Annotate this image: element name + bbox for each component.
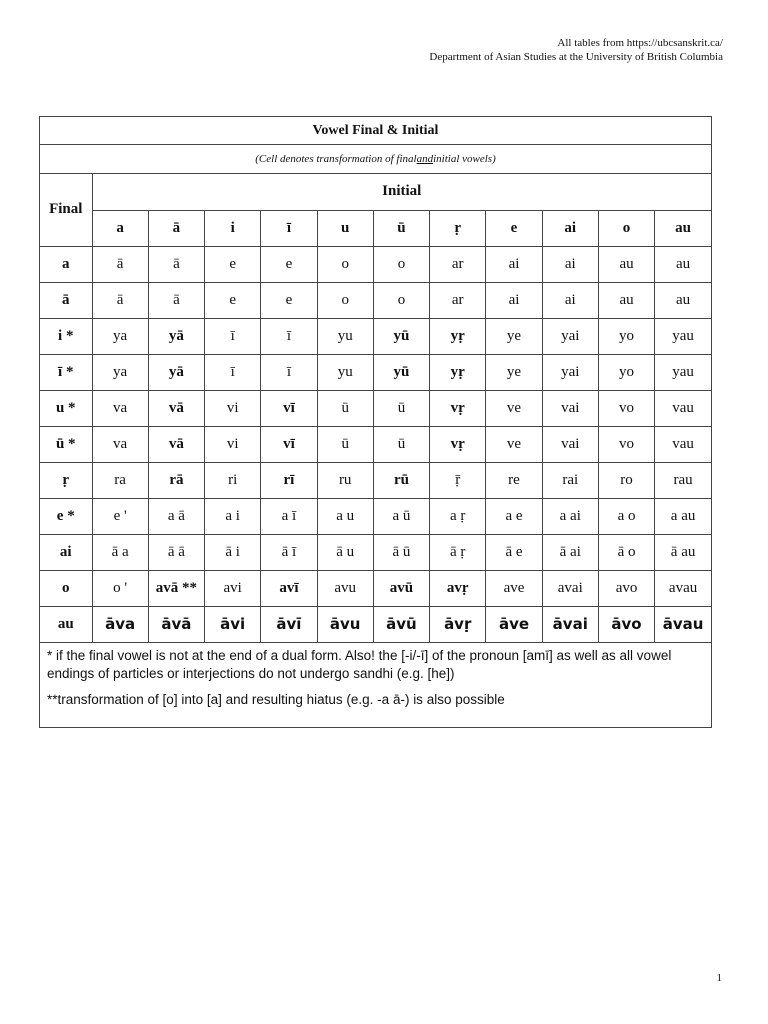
table-cell: ū: [373, 390, 429, 426]
table-cell: e: [205, 246, 261, 282]
table-cell: avā **: [148, 570, 204, 606]
table-cell: ā u: [317, 534, 373, 570]
source-url-line: All tables from https://ubcsanskrit.ca/: [557, 37, 723, 49]
table-cell: yā: [148, 354, 204, 390]
table-cell: āvau: [655, 606, 711, 642]
header-row-initial: [40, 174, 711, 210]
table-cell: yū: [373, 318, 429, 354]
table-cell: rau: [655, 462, 711, 498]
table-cell: avau: [655, 570, 711, 606]
table-cell: ve: [486, 390, 542, 426]
table-cell: avi: [205, 570, 261, 606]
table-cell: āvai: [542, 606, 598, 642]
table-cell: avī: [261, 570, 317, 606]
final-row-header: ā: [40, 282, 92, 318]
footnote-2: **transformation of [o] into [a] and resulting hiatus (e.g. -a ā-) is also possible: [47, 691, 505, 707]
table-cell: a e: [486, 498, 542, 534]
table-cell: au: [598, 246, 654, 282]
table-cell: ā: [148, 282, 204, 318]
table-cell: ā ū: [373, 534, 429, 570]
table-cell: yṛ: [430, 318, 486, 354]
table-cell: ai: [542, 282, 598, 318]
table-cell: āvṛ: [430, 606, 486, 642]
table-cell: ī: [261, 354, 317, 390]
table-cell: yo: [598, 318, 654, 354]
table-cell: ā a: [92, 534, 148, 570]
table-cell: yau: [655, 354, 711, 390]
header-row-initials: [40, 210, 711, 246]
table-cell: āvi: [205, 606, 261, 642]
table-cell: yū: [373, 354, 429, 390]
final-header: Final: [40, 174, 92, 246]
initial-col-header: ṛ: [430, 210, 486, 246]
table-cell: avai: [542, 570, 598, 606]
table-cell: a au: [655, 498, 711, 534]
table-cell: ai: [542, 246, 598, 282]
table-cell: vau: [655, 426, 711, 462]
table-cell: ya: [92, 318, 148, 354]
table-cell: a ṛ: [430, 498, 486, 534]
table-cell: ro: [598, 462, 654, 498]
table-cell: vī: [261, 390, 317, 426]
initial-header: Initial: [92, 174, 711, 210]
initial-col-header: o: [598, 210, 654, 246]
table-row: [40, 246, 711, 282]
table-cell: ā ṛ: [430, 534, 486, 570]
subtitle-text-post: initial vowels): [433, 153, 496, 165]
initial-col-header: i: [205, 210, 261, 246]
table-cell: rū: [373, 462, 429, 498]
table-cell: o: [317, 282, 373, 318]
table-cell: ī: [205, 318, 261, 354]
table-cell: ai: [486, 282, 542, 318]
table-cell: ā ā: [148, 534, 204, 570]
table-cell: ave: [486, 570, 542, 606]
table-cell: avu: [317, 570, 373, 606]
table-cell: au: [598, 282, 654, 318]
final-row-header: ṛ: [40, 462, 92, 498]
subtitle-text-and: and: [416, 153, 434, 165]
table-cell: ar: [430, 246, 486, 282]
table-cell: vi: [205, 426, 261, 462]
subtitle-text-pre: (Cell denotes transformation of final: [255, 153, 417, 165]
table-cell: ra: [92, 462, 148, 498]
table-cell: o ': [92, 570, 148, 606]
department-line: Department of Asian Studies at the University of British Columbia: [429, 51, 723, 63]
table-cell: vi: [205, 390, 261, 426]
table-cell: va: [92, 426, 148, 462]
table-cell: avo: [598, 570, 654, 606]
table-cell: vā: [148, 426, 204, 462]
table-subtitle: [40, 145, 711, 174]
final-row-header: ī *: [40, 354, 92, 390]
table-cell: ā: [148, 246, 204, 282]
final-row-header: i *: [40, 318, 92, 354]
table-cell: a ī: [261, 498, 317, 534]
initial-col-header: au: [655, 210, 711, 246]
table-cell: āvū: [373, 606, 429, 642]
table-cell: rī: [261, 462, 317, 498]
table-cell: a ū: [373, 498, 429, 534]
table-row: [40, 570, 711, 606]
final-row-header: u *: [40, 390, 92, 426]
final-row-header: au: [40, 606, 92, 642]
table-cell: yṛ: [430, 354, 486, 390]
table-cell: ar: [430, 282, 486, 318]
table-cell: vā: [148, 390, 204, 426]
table-cell: ye: [486, 318, 542, 354]
table-cell: ye: [486, 354, 542, 390]
table-cell: ru: [317, 462, 373, 498]
table-cell: yu: [317, 354, 373, 390]
table-cell: a o: [598, 498, 654, 534]
final-row-header: o: [40, 570, 92, 606]
table-title: Vowel Final & Initial: [40, 117, 711, 145]
footnote-1: * if the final vowel is not at the end of a dual form. Also! the [-i/-ī] of the pronoun [amī] as well as all vowel endings of particles or interjections do not undergo sandhi (e.g. [he]): [47, 647, 672, 681]
table-cell: vai: [542, 390, 598, 426]
table-cell: ū: [317, 390, 373, 426]
table-cell: ā o: [598, 534, 654, 570]
table-cell: vo: [598, 390, 654, 426]
table-row: [40, 426, 711, 462]
table-cell: a ai: [542, 498, 598, 534]
table-row: [40, 498, 711, 534]
table-cell: ṝ: [430, 462, 486, 498]
table-cell: vau: [655, 390, 711, 426]
table-cell: e: [261, 282, 317, 318]
table-cell: vī: [261, 426, 317, 462]
table-cell: ā au: [655, 534, 711, 570]
table-cell: au: [655, 246, 711, 282]
table-cell: yo: [598, 354, 654, 390]
table-cell: ya: [92, 354, 148, 390]
source-note: [429, 36, 723, 64]
table-cell: āvī: [261, 606, 317, 642]
table-cell: ā: [92, 246, 148, 282]
table-cell: ū: [373, 426, 429, 462]
table-cell: ū: [317, 426, 373, 462]
table-cell: o: [373, 282, 429, 318]
table-cell: a i: [205, 498, 261, 534]
vowel-sandhi-grid: [40, 174, 711, 643]
table-row: [40, 606, 711, 642]
table-cell: āvo: [598, 606, 654, 642]
table-cell: yai: [542, 354, 598, 390]
table-cell: ri: [205, 462, 261, 498]
final-row-header: ū *: [40, 426, 92, 462]
table-cell: o: [373, 246, 429, 282]
table-cell: ā e: [486, 534, 542, 570]
table-cell: ā ī: [261, 534, 317, 570]
table-cell: vai: [542, 426, 598, 462]
table-cell: va: [92, 390, 148, 426]
initial-col-header: u: [317, 210, 373, 246]
table-cell: yau: [655, 318, 711, 354]
table-cell: āva: [92, 606, 148, 642]
table-cell: vṛ: [430, 426, 486, 462]
table-cell: ai: [486, 246, 542, 282]
table-cell: o: [317, 246, 373, 282]
table-row: [40, 318, 711, 354]
table-cell: āvā: [148, 606, 204, 642]
table-cell: āvu: [317, 606, 373, 642]
table-cell: a ā: [148, 498, 204, 534]
table-row: [40, 282, 711, 318]
table-cell: yai: [542, 318, 598, 354]
table-cell: ā ai: [542, 534, 598, 570]
table-cell: rā: [148, 462, 204, 498]
table-cell: e ': [92, 498, 148, 534]
table-row: [40, 390, 711, 426]
table-cell: vo: [598, 426, 654, 462]
page-number: 1: [716, 972, 722, 984]
final-row-header: e *: [40, 498, 92, 534]
table-cell: ā: [92, 282, 148, 318]
footnotes: [40, 643, 711, 727]
table-cell: yā: [148, 318, 204, 354]
table-row: [40, 462, 711, 498]
initial-col-header: ai: [542, 210, 598, 246]
table-cell: vṛ: [430, 390, 486, 426]
final-row-header: a: [40, 246, 92, 282]
table-cell: a u: [317, 498, 373, 534]
initial-col-header: a: [92, 210, 148, 246]
table-cell: avū: [373, 570, 429, 606]
final-row-header: ai: [40, 534, 92, 570]
table-row: [40, 354, 711, 390]
table-cell: yu: [317, 318, 373, 354]
table-row: [40, 534, 711, 570]
initial-col-header: ī: [261, 210, 317, 246]
table-cell: ī: [261, 318, 317, 354]
table-cell: e: [205, 282, 261, 318]
table-cell: ā i: [205, 534, 261, 570]
table-cell: avṛ: [430, 570, 486, 606]
initial-col-header: ū: [373, 210, 429, 246]
table-cell: ī: [205, 354, 261, 390]
sandhi-table-box: [39, 116, 712, 728]
table-cell: rai: [542, 462, 598, 498]
table-cell: re: [486, 462, 542, 498]
initial-col-header: e: [486, 210, 542, 246]
table-cell: e: [261, 246, 317, 282]
table-cell: āve: [486, 606, 542, 642]
table-cell: ve: [486, 426, 542, 462]
table-cell: au: [655, 282, 711, 318]
initial-col-header: ā: [148, 210, 204, 246]
